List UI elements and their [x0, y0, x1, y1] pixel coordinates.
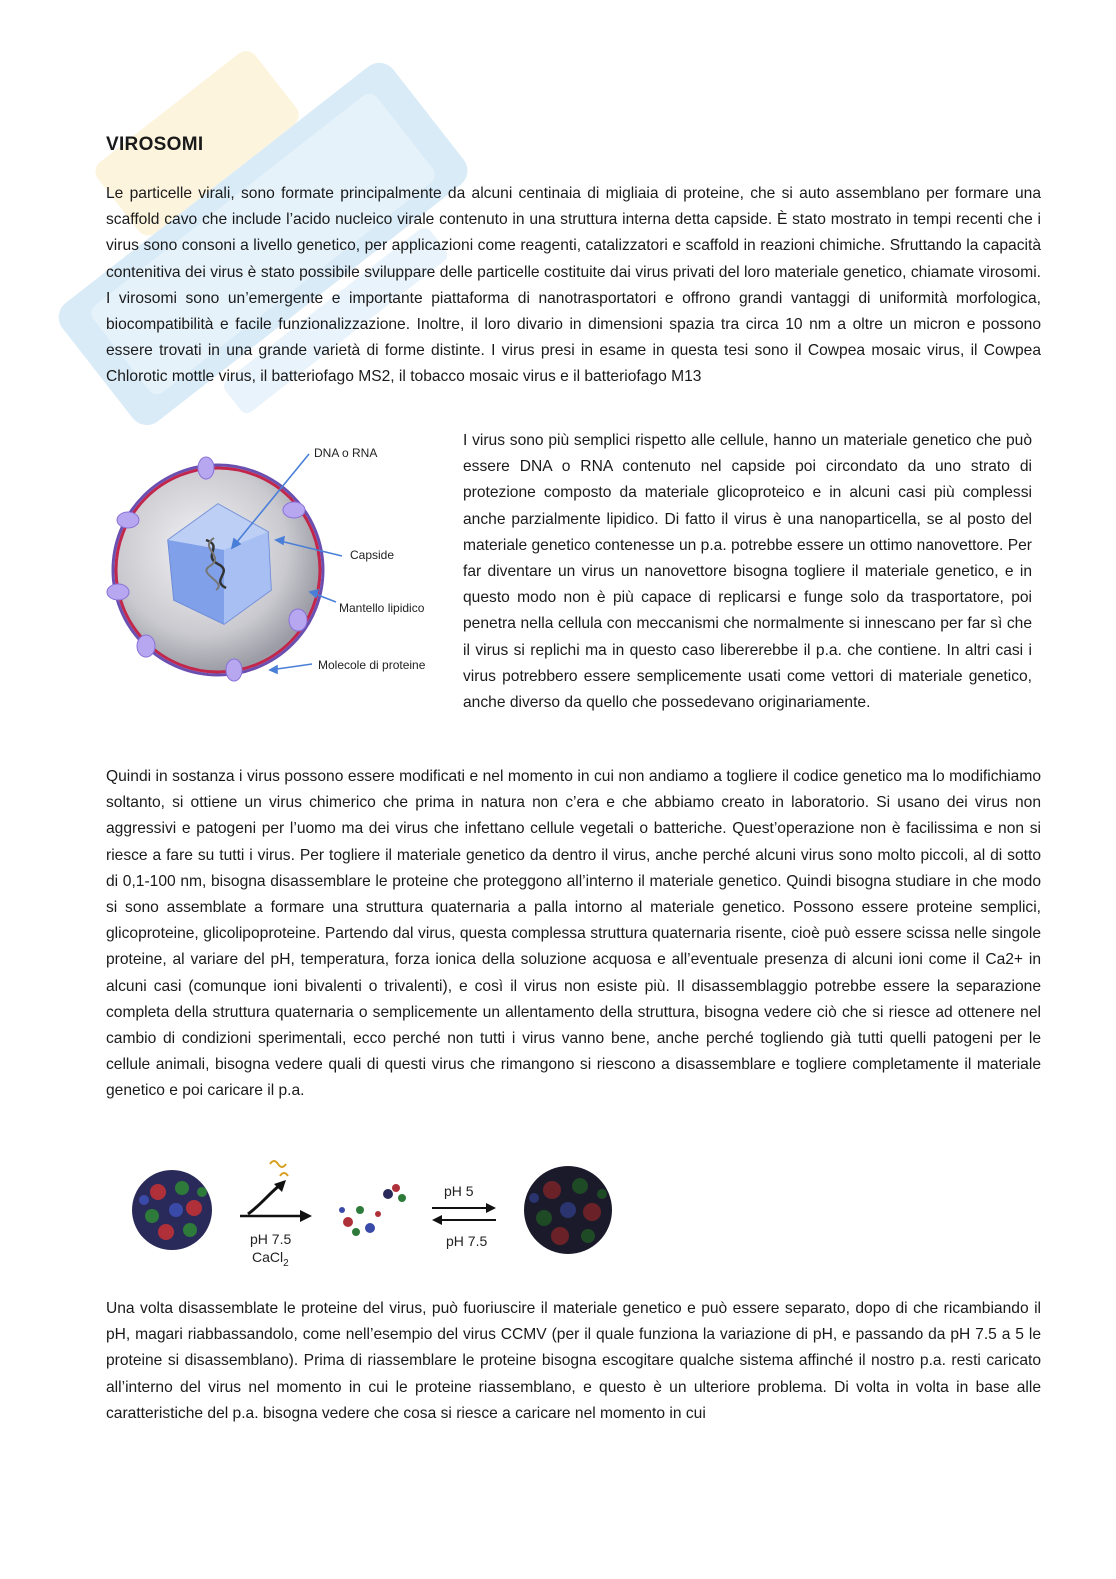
reassembled-virus-particle [524, 1166, 612, 1254]
disassembled-proteins [339, 1184, 406, 1236]
label-ph-7-5-reassembly: pH 7.5 [446, 1233, 488, 1249]
arrow-forward-head [486, 1203, 496, 1213]
paragraph-reassembly: Una volta disassemblate le proteine del virus, può fuoriuscire il materiale genetico e può essere separato, dopo di che ricambiando il pH, magari riabbassandolo, come nell’esempio del virus CCMV (per il quale funziona la variazione di pH, e passando da pH 7.5 a 5 le proteine si disassemblano). Prima di riassemblare le proteine bisogna escogitare qualche sistema affinché il nostro p.a. resti caricato all’interno del virus nel momento in cui le proteine riassemblano, e questo è un ulteriore problema. Di volta in volta in base alle caratteristiche del p.a. bisogna vedere che cosa si riesce a caricare nel momento in cui [106, 1300, 1041, 1422]
arrow-disassembly-head [300, 1210, 312, 1222]
label-molecole-proteine: Molecole di proteine [318, 658, 426, 672]
label-cacl2: CaCl$_2$ [252, 1249, 289, 1269]
intact-virus-particle [132, 1170, 212, 1250]
label-capside: Capside [350, 548, 395, 562]
label-dna-rna: DNA o RNA [314, 446, 378, 460]
paragraph-virus-modification: Quindi in sostanza i virus possono essere modificati e nel momento in cui non andiamo a togliere il codice genetico ma lo modifichiamo soltanto, si ottiene un virus chimerico che prima in natura non c’era e che abbiamo creato in laboratorio. Si usano dei virus non aggressivi e patogeni per l’uomo ma dei virus che infettano cellule vegetali o batteriche. Quest’operazione non è facilissima e non si riesce a fare su tutti i virus. Per togliere il materiale genetico da dentro il virus, anche perché alcuni virus sono molto piccoli, al di sotto di 0,1-100 nm, bisogna disassemblare le proteine che proteggono all’interno il materiale genetico. Quindi bisogna studiare in che modo si sono assemblate a formare una struttura quaternaria a palla intorno al materiale genetico. Possono essere proteine semplici, glicoproteine, glicolipoproteine. Partendo dal virus, questa complessa struttura quaternaria risente, cioè può essere scissa nelle singole proteine, al variare del pH, temperatura, forza ionica della soluzione acquosa e all’eventuale presenza di alcuni ioni come il Ca2+ in alcuni casi (comunque ioni bivalenti o trivalenti), e così il virus non esiste più. Il disassemblaggio potrebbe essere la separazione completa della struttura quaternaria o semplicemente un allentamento della struttura, bisogna vedere ciò che si riesce ad ottenere nel cambio di condizioni sperimentali, ecco perché non tutti i virus vanno bene, anche perché togliendo già tutti quelli patogeni per le cellule animali, bisogna vedere quali di questi virus che rimangono si riescono a disassemblare e togliere completamente il materiale genetico e poi caricare il p.a. [106, 768, 1041, 1100]
ccmv-disassembly-scheme [120, 1148, 640, 1276]
paragraph-intro: Le particelle virali, sono formate principalmente da alcuni centinaia di migliaia di proteine, che si auto assemblano per formare una scaffold cavo che include l’acido nucleico virale contenuto in una struttura interna detta capside. È stato mostrato in tempi recenti che i virus sono consoni a livello genetico, per applicazioni come reagenti, catalizzatori e scaffold in reazioni chimiche. Sfruttando la capacità contenitiva dei virus è stato possibile sviluppare delle particelle costituite dai virus privati del loro materiale genetico, chiamate virosomi. I virosomi sono un’emergente e importante piattaforma di nanotrasportatori e offrono grandi vantaggi di uniformità morfologica, biocompatibilità e facile funzionalizzazione. Inoltre, il loro divario in dimensioni spazia tra circa 10 nm a oltre un micron e possono essere trovati in una grande varietà di forme distinte. I virus presi in esame in questa tesi sono il Cowpea mosaic virus, il Cowpea Chlorotic mottle virus, il batteriofago MS2, il tobacco mosaic virus e il batteriofago M13 [106, 185, 1041, 386]
paragraph-virus-description: I virus sono più semplici rispetto alle cellule, hanno un materiale genetico che può essere DNA o RNA contenuto nel capside poi circondato da uno strato di protezione composto da materiale glicoproteico e in alcuni casi più complessi anche parzialmente lipidico. Di fatto il virus è una nanoparticella, se al posto del materiale genetico contenesse un p.a. potrebbe essere un ottimo nanovettore. Per far diventare un virus un nanovettore bisogna togliere il materiale genetico, e in questo modo non è più capace di replicarsi e funge solo da trasportatore, poi penetra nella cellula con meccanismi che normalmente si innescano per far sì che il virus si replichi ma in questo caso libererebbe il p.a. che contiene. In altri casi i virus potrebbero essere semplicemente usati come vettori di materiale genetico, anche diverso da quello che possedevano originariamente. [463, 432, 1032, 712]
page-title: VIROSOMI [106, 134, 204, 155]
label-mantello-lipidico: Mantello lipidico [339, 601, 425, 615]
virus-structure-diagram [106, 432, 446, 682]
label-ph-7-5-disassembly: pH 7.5 [250, 1231, 292, 1247]
genetic-material-release [248, 1161, 288, 1214]
label-ph-5: pH 5 [444, 1183, 474, 1199]
arrow-reverse-head [432, 1215, 442, 1225]
